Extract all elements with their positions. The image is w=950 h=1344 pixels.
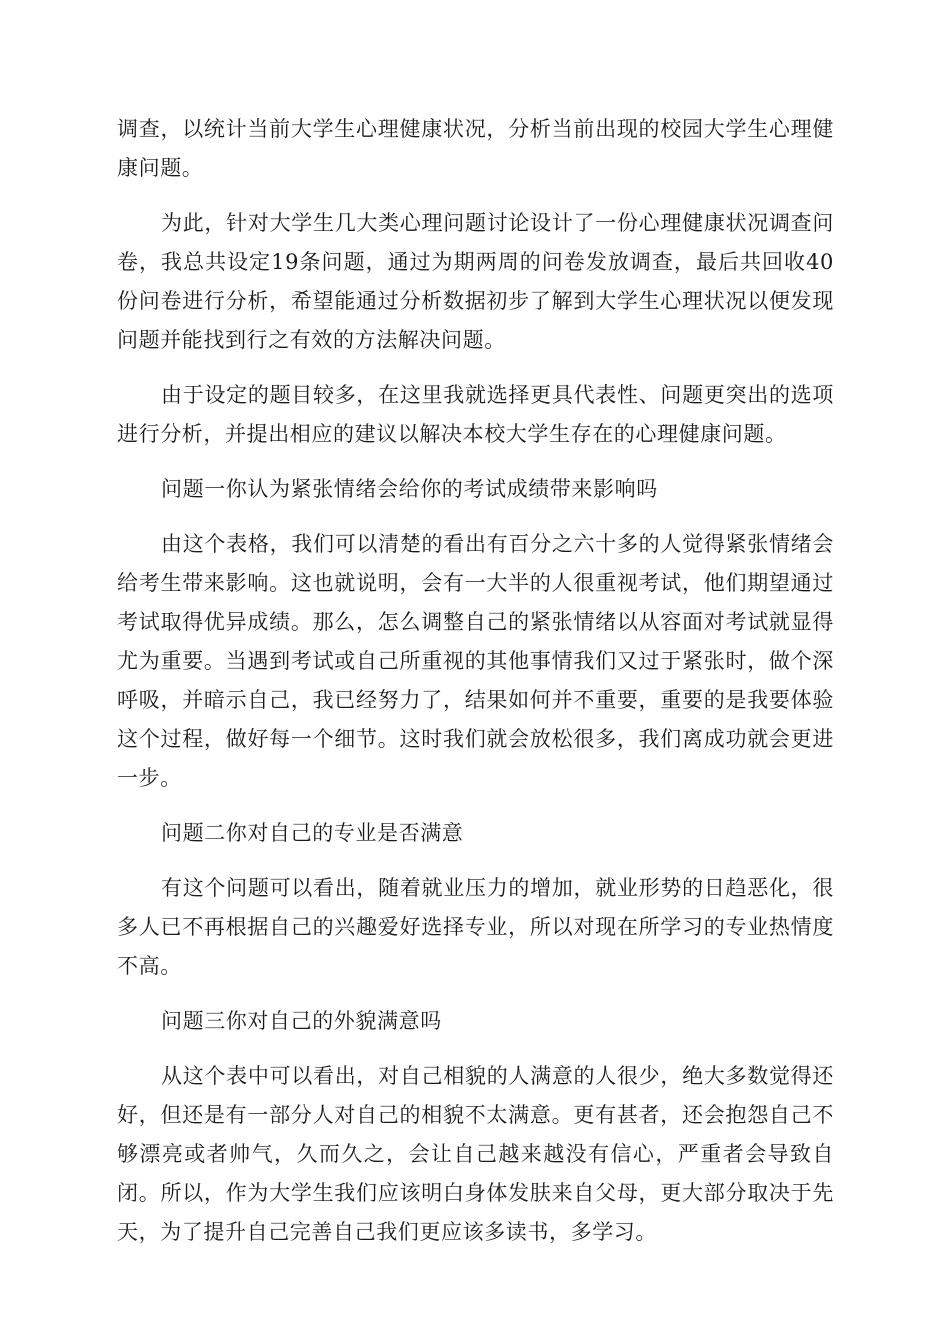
paragraph-question-three-analysis: 从这个表中可以看出，对自己相貌的人满意的人很少，绝大多数觉得还好，但还是有一部分人对自己的相貌不太满意。更有甚者，还会抱怨自己不够漂亮或者帅气，久而久之，会让自己越来越没有信心，严重者会导致自闭。所以，作为大学生我们应该明白身体发肤来自父母，更大部分取决于先天，为了提升自己完善自己我们更应该多读书，多学习。 (117, 1064, 834, 1244)
paragraph-selection-note: 由于设定的题目较多，在这里我就选择更具代表性、问题更突出的选项进行分析，并提出相应的建议以解决本校大学生存在的心理健康问题。 (117, 383, 834, 446)
question-two-heading: 问题二你对自己的专业是否满意 (161, 821, 464, 845)
paragraph-continuation: 调查，以统计当前大学生心理健康状况，分析当前出现的校园大学生心理健康问题。 (117, 117, 834, 180)
paragraph-question-two-analysis: 有这个问题可以看出，随着就业压力的增加，就业形势的日趋恶化，很多人已不再根据自己的兴趣爱好选择专业，所以对现在所学习的专业热情度不高。 (117, 876, 834, 978)
paragraph-survey-design: 为此，针对大学生几大类心理问题讨论设计了一份心理健康状况调查问卷，我总共设定19条问题，通过为期两周的问卷发放调查，最后共回收40份问卷进行分析，希望能通过分析数据初步了解到大学生心理状况以便发现问题并能找到行之有效的方法解决问题。 (117, 211, 834, 352)
document-body (117, 110, 834, 1268)
question-one-heading: 问题一你认为紧张情绪会给你的考试成绩带来影响吗 (161, 477, 658, 501)
paragraph-question-one-analysis: 由这个表格，我们可以清楚的看出有百分之六十多的人觉得紧张情绪会给考生带来影响。这也就说明，会有一大半的人很重视考试，他们期望通过考试取得优异成绩。那么，怎么调整自己的紧张情绪以从容面对考试就显得尤为重要。当遇到考试或自己所重视的其他事情我们又过于紧张时，做个深呼吸，并暗示自己，我已经努力了，结果如何并不重要，重要的是我要体验这个过程，做好每一个细节。这时我们就会放松很多，我们离成功就会更进一步。 (117, 532, 834, 790)
question-three-heading: 问题三你对自己的外貌满意吗 (161, 1009, 442, 1033)
